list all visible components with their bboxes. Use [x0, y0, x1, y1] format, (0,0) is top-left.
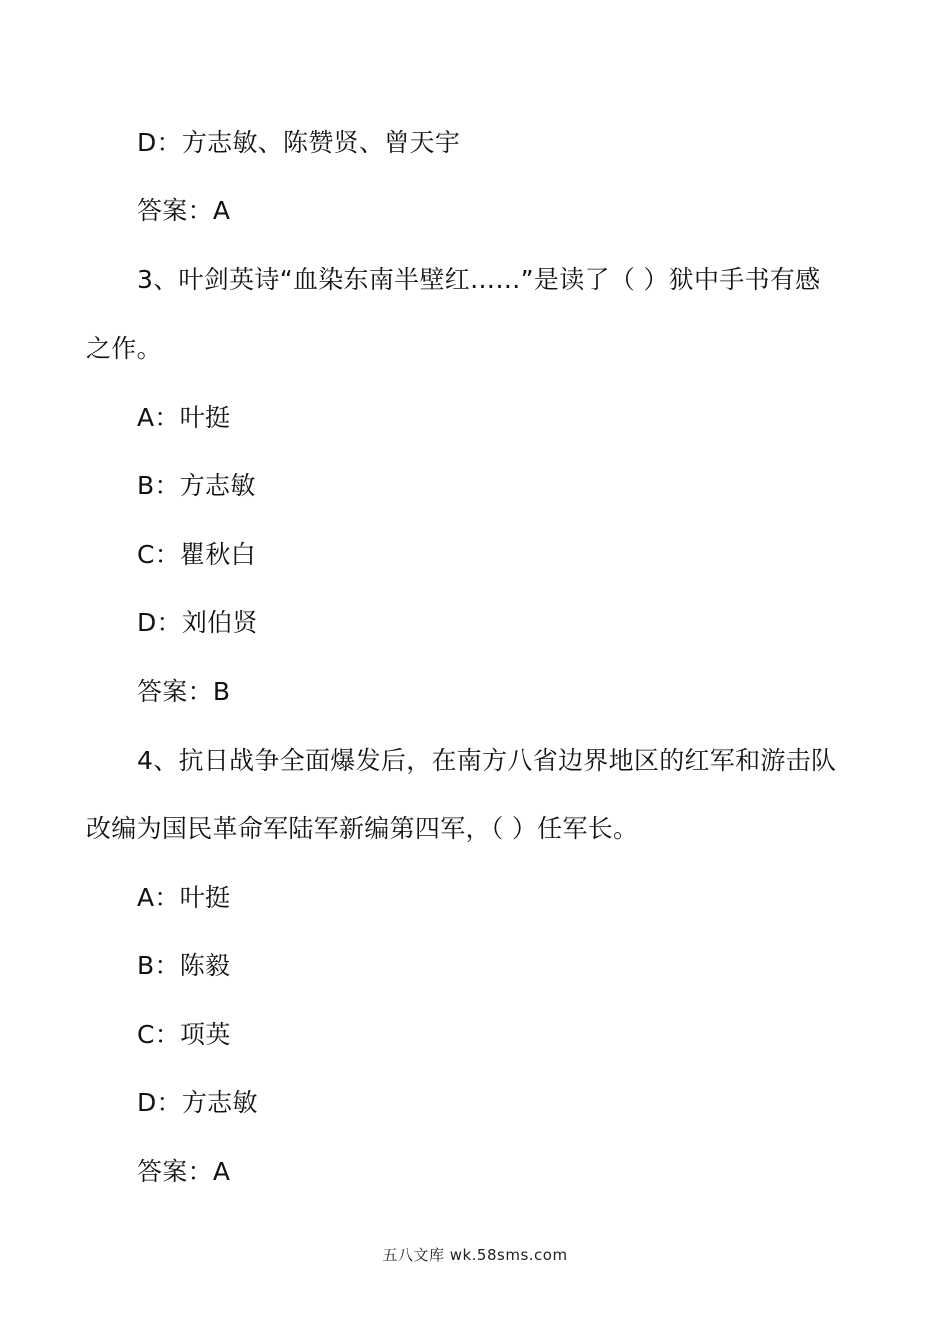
question-4-line-1: 4、抗日战争全面爆发后，在南方八省边界地区的红军和游击队 — [137, 746, 837, 775]
answer-q2: 答案：A — [137, 196, 231, 225]
question-4-line-2: 改编为国民革命军陆军新编第四军，（ ）任军长。 — [86, 814, 639, 843]
option-c-q3: C：瞿秋白 — [137, 540, 256, 569]
question-3-line-2: 之作。 — [86, 334, 162, 363]
answer-q3: 答案：B — [137, 677, 231, 706]
option-d-q2: D：方志敏、陈赞贤、曾天宇 — [137, 128, 461, 157]
option-a-q3: A：叶挺 — [137, 403, 231, 432]
option-b-q3: B：方志敏 — [137, 471, 256, 500]
option-d-q3: D：刘伯贤 — [137, 608, 258, 637]
answer-q4: 答案：A — [137, 1157, 231, 1186]
option-d-q4: D：方志敏 — [137, 1088, 258, 1117]
page-footer: 五八文库 wk.58sms.com — [382, 1246, 568, 1264]
option-b-q4: B：陈毅 — [137, 951, 231, 980]
option-a-q4: A：叶挺 — [137, 883, 231, 912]
question-3-line-1: 3、叶剑英诗“血染东南半壁红……”是读了（ ）狱中手书有感 — [137, 265, 821, 294]
option-c-q4: C：项英 — [137, 1020, 231, 1049]
